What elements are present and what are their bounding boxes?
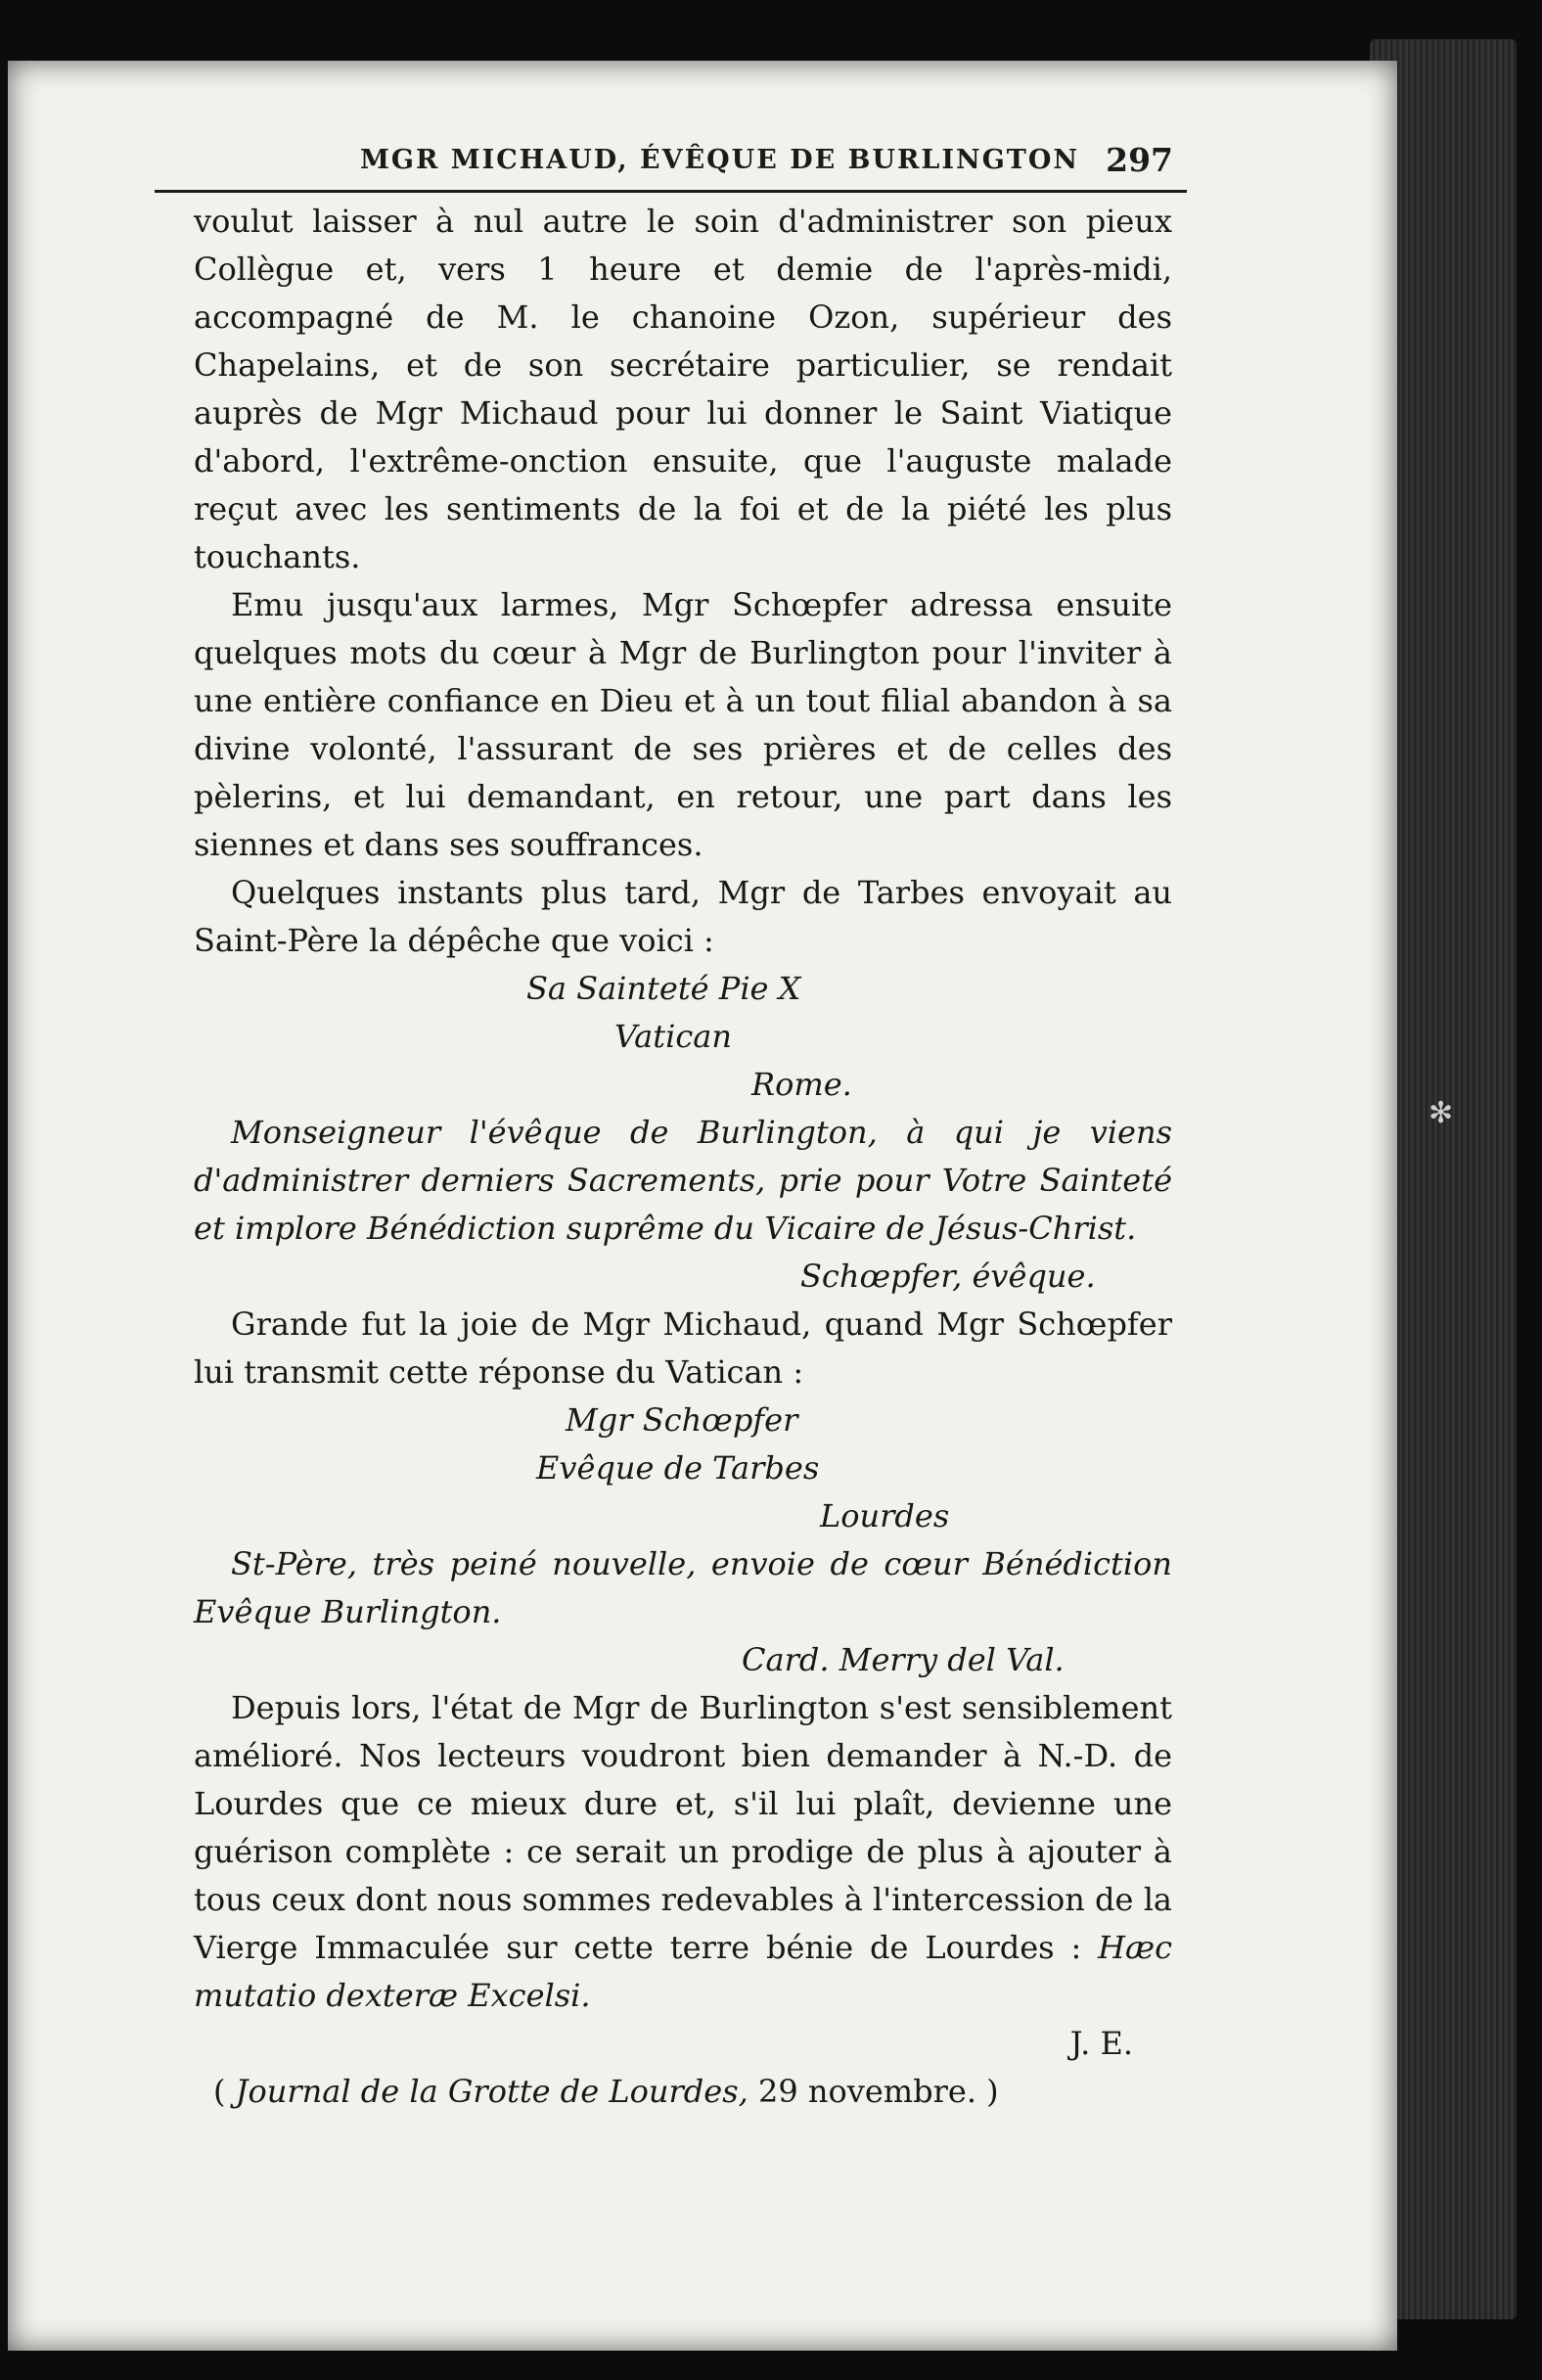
telegram-2-address-line-1: Mgr Schœpfer [566,1401,798,1439]
paragraph-2: Emu jusqu'aux larmes, Mgr Schœpfer adressa ensuite quelques mots du cœur à Mgr de Burlington pour l'inviter à une entière confiance en Dieu et à un tout filial abandon à sa divine volonté, l'assurant de ses prières et de celles des pèlerins, et lui demandant, en retour, une part dans les siennes et dans ses souffrances. [194,586,1172,863]
text-block [194,198,1172,2116]
telegram-1-address-line-2: Vatican [614,1018,732,1055]
telegram-2-text: St-Père, très peiné nouvelle, envoie de cœur Bénédiction Evêque Burlington. [194,1545,1172,1630]
latin-quote: Hæc mutatio dexteræ Excelsi. [194,1929,1173,2014]
running-head [155,129,1187,193]
running-title: MGR MICHAUD, ÉVÊQUE DE BURLINGTON [360,145,1080,175]
paragraph-1: voulut laisser à nul autre le soin d'administrer son pieux Collègue et, vers 1 heure et demie de l'après-midi, accompagné de M. le chanoine Ozon, supérieur des Chapelains, et de son secrétaire particulier, se rendait auprès de Mgr Michaud pour lui donner le Saint Viatique d'abord, l'extrême-onction ensuite, que l'auguste malade reçut avec les sentiments de la foi et de la piété les plus touchants. [194,203,1172,575]
source-title: Journal de la Grotte de Lourdes, [235,2073,748,2110]
source-citation [194,2068,1172,2116]
author-initials: J. E. [1069,2025,1133,2062]
book-page [8,61,1397,2351]
paragraph-4: Grande fut la joie de Mgr Michaud, quand Mgr Schœpfer lui transmit cette réponse du Vatican : [194,1305,1172,1391]
source-date: 29 novembre. [757,2073,976,2110]
telegram-1-signature: Schœpfer, évêque. [800,1258,1096,1295]
telegram-1-address-line-3: Rome. [751,1066,852,1103]
paragraph-3: Quelques instants plus tard, Mgr de Tarbes envoyait au Saint-Père la dépêche que voici : [194,874,1172,959]
paragraph-5 [194,1684,1172,2020]
telegram-2-signature: Card. Merry del Val. [742,1641,1065,1678]
scan-speck-icon: ✻ [1429,1096,1454,1130]
paragraph-5-text: Depuis lors, l'état de Mgr de Burlington s'est sensiblement amélioré. Nos lecteurs voudront bien demander à N.-D. de Lourdes que ce mieux dure et, s'il lui plaît, devienne une guérison complète : ce serait un prodige de plus à ajouter à tous ceux dont nous sommes redevables à l'intercession de la Vierge Immaculée sur cette terre bénie de Lourdes : [194,1689,1172,1966]
source-open-paren: ( [213,2073,226,2110]
telegram-from-vatican [194,1396,1172,1684]
telegram-1-text: Monseigneur l'évêque de Burlington, à qui je viens d'administrer derniers Sacrements, prie pour Votre Sainteté et implore Bénédiction suprême du Vicaire de Jésus-Christ. [194,1114,1172,1247]
telegram-1-address-line-1: Sa Sainteté Pie X [526,970,801,1007]
telegram-2-address-line-2: Evêque de Tarbes [536,1449,820,1487]
source-close-paren: ) [986,2073,999,2110]
page-number: 297 [1106,141,1173,179]
telegram-to-pope [194,965,1172,1301]
telegram-2-address-line-3: Lourdes [820,1497,950,1534]
